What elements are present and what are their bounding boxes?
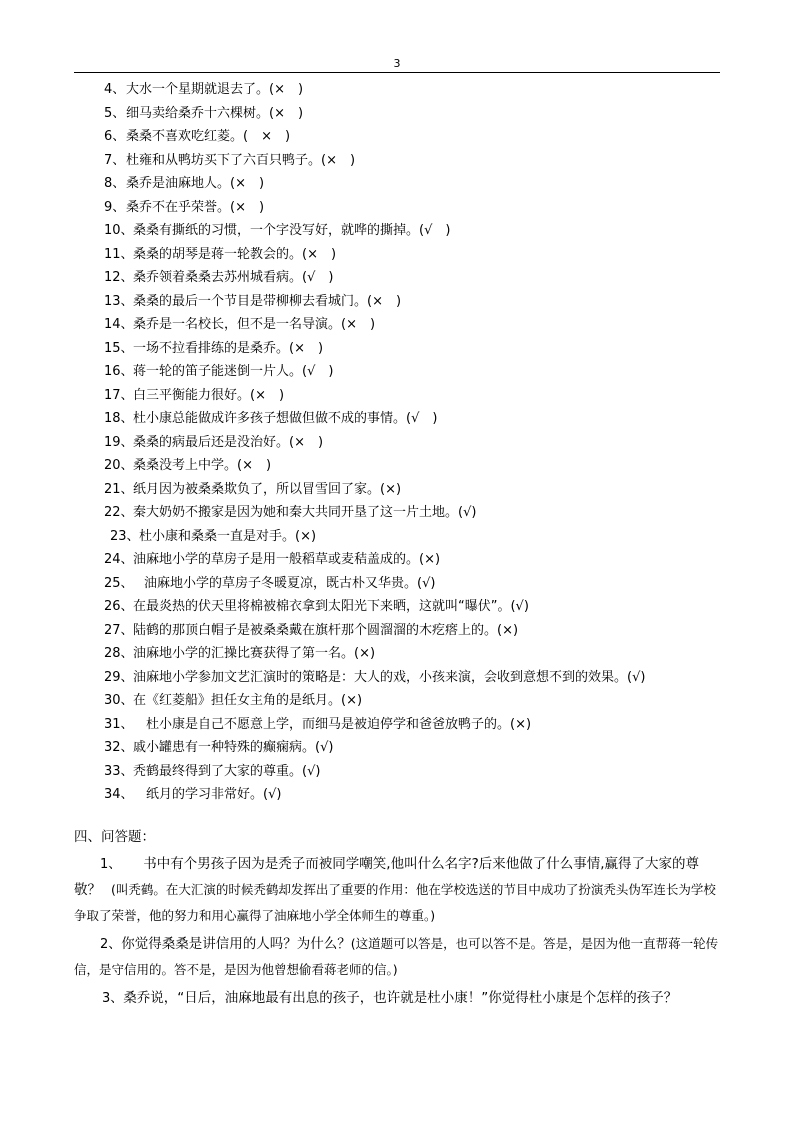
question-text: 书中有个男孩子因为是秃子而被同学嘲笑,他叫什么名字?后来他做了什么事情,赢得了大家的尊敬？: [74, 856, 700, 898]
statement-text: 杜小康和桑桑一直是对手。(×): [139, 528, 317, 544]
statement-text: 桑桑不喜欢吃红菱。( × ): [126, 129, 291, 144]
statement-item: [0, 266, 794, 290]
statement-text: 杜小康总能做成许多孩子想做但做不成的事情。(√ ): [133, 411, 438, 426]
statement-number: 9、: [104, 199, 126, 215]
statement-text: 秃鹤最终得到了大家的尊重。(√): [133, 763, 321, 779]
statement-item: [0, 196, 794, 220]
statement-item: [0, 548, 794, 572]
statement-text: 戚小罐患有一种特殊的癫痫病。(√): [133, 740, 334, 755]
statement-number: 12、: [104, 270, 134, 285]
statement-text: 桑乔领着桑桑去苏州城看病。(√ ): [133, 270, 334, 285]
statement-number: 32、: [104, 740, 134, 755]
statement-number: 28、: [104, 646, 134, 661]
statement-item: [0, 360, 794, 384]
statement-text: 纸月的学习非常好。(√): [146, 787, 282, 802]
statement-number: 27、: [104, 622, 134, 638]
statement-text: 油麻地小学参加文艺汇演时的策略是：大人的戏，小孩来演，会收到意想不到的效果。(√): [133, 669, 646, 685]
statement-number: 33、: [104, 763, 134, 779]
statement-item: [0, 337, 794, 361]
true-false-list: [0, 78, 794, 807]
statement-item: [0, 736, 794, 760]
section-title: 四、问答题：: [74, 829, 155, 845]
statement-item: [0, 78, 794, 102]
statement-item: [0, 384, 794, 408]
statement-number: 17、: [104, 387, 134, 403]
statement-number: 23、: [110, 528, 140, 544]
statement-text: 蒋一轮的笛子能迷倒一片人。(√ ): [133, 364, 334, 379]
question-text: 桑乔说，“日后，油麻地最有出息的孩子，也许就是杜小康！”你觉得杜小康是个怎样的孩子？: [123, 990, 678, 1006]
question-number: 1、: [100, 857, 122, 872]
statement-number: 16、: [104, 364, 134, 379]
statement-item: [0, 783, 794, 807]
statement-text: 陆鹤的那顶白帽子是被桑桑戴在旗杆那个圆溜溜的木疙瘩上的。(×): [133, 622, 519, 638]
statement-number: 29、: [104, 669, 134, 685]
statement-text: 桑桑没考上中学。(× ): [133, 458, 272, 473]
page-number: 3: [393, 57, 401, 70]
statement-item: [0, 149, 794, 173]
statement-text: 油麻地小学的汇操比赛获得了第一名。(×): [133, 646, 376, 661]
statement-text: 桑桑的胡琴是蒋一轮教会的。(× ): [133, 246, 337, 262]
question-2: [74, 931, 724, 983]
question-number: 3、: [102, 991, 124, 1006]
statement-number: 20、: [104, 458, 134, 473]
statement-number: 30、: [104, 693, 134, 708]
statement-number: 8、: [104, 176, 126, 191]
statement-number: 11、: [104, 246, 134, 262]
statement-item: [0, 290, 794, 314]
statement-item: [0, 102, 794, 126]
statement-item: [0, 689, 794, 713]
statement-number: 34、: [104, 787, 134, 802]
statement-number: 15、: [104, 340, 134, 356]
statement-item: [0, 525, 794, 549]
statement-item: [0, 454, 794, 478]
statement-item: [0, 760, 794, 784]
statement-number: 5、: [104, 105, 126, 121]
statement-number: 25、: [104, 575, 134, 591]
statement-number: 7、: [104, 152, 126, 168]
statement-text: 杜雍和从鸭坊买下了六百只鸭子。(× ): [126, 152, 356, 168]
statement-item: [0, 713, 794, 737]
statement-text: 一场不拉看排练的是桑乔。(× ): [133, 340, 324, 356]
statement-text: 纸月因为被桑桑欺负了，所以冒雪回了家。(×): [133, 481, 402, 497]
statement-item: [0, 478, 794, 502]
statement-text: 在最炎热的伏天里将棉被棉衣拿到太阳光下来晒，这就叫“曝伏”。(√): [133, 599, 529, 614]
answer-text: (这道题可以答是，也可以答不是。答是，是因为他一直帮蒋一轮传信，是守信用的。答不是，是因为他曾想偷看蒋老师的信。): [74, 936, 719, 977]
statement-text: 桑乔是一名校长，但不是一名导演。(× ): [133, 317, 376, 332]
statement-text: 桑乔是油麻地人。(× ): [126, 176, 265, 191]
header-rule: [74, 72, 720, 73]
statement-item: [0, 431, 794, 455]
statement-number: 18、: [104, 411, 134, 426]
statement-item: [0, 501, 794, 525]
statement-text: 在《红菱船》担任女主角的是纸月。(×): [133, 693, 363, 708]
question-3: [74, 986, 724, 1011]
statement-number: 24、: [104, 552, 134, 567]
statement-item: [0, 125, 794, 149]
statement-number: 21、: [104, 481, 134, 497]
statement-item: [0, 219, 794, 243]
statement-text: 桑桑有撕纸的习惯，一个字没写好，就哗的撕掉。(√ ): [133, 223, 451, 238]
statement-item: [0, 572, 794, 596]
statement-item: [0, 666, 794, 690]
question-text: 你觉得桑桑是讲信用的人吗？为什么？: [121, 936, 351, 952]
answer-text: (叫秃鹤。在大汇演的时候秃鹤却发挥出了重要的作用：他在学校选送的节目中成功了扮演秃头伪军连长为学校争取了荣誉，他的努力和用心赢得了油麻地小学全体师生的尊重。): [74, 882, 716, 923]
statement-item: [0, 243, 794, 267]
statement-number: 6、: [104, 129, 126, 144]
statement-text: 杜小康是自己不愿意上学，而细马是被迫停学和爸爸放鸭子的。(×): [146, 716, 532, 732]
statement-text: 油麻地小学的草房子是用一般稻草或麦秸盖成的。(×): [133, 552, 441, 567]
statement-text: 秦大奶奶不搬家是因为她和秦大共同开垦了这一片土地。(√): [133, 505, 477, 520]
statement-item: [0, 619, 794, 643]
statement-number: 4、: [104, 82, 126, 97]
statement-item: [0, 595, 794, 619]
statement-number: 26、: [104, 599, 134, 614]
statement-text: 油麻地小学的草房子冬暖夏凉，既古朴又华贵。(√): [144, 575, 436, 591]
statement-number: 13、: [104, 293, 134, 309]
statement-number: 31、: [104, 716, 134, 732]
statement-item: [0, 407, 794, 431]
statement-number: 22、: [104, 505, 134, 520]
statement-item: [0, 172, 794, 196]
question-number: 2、: [100, 937, 122, 952]
statement-item: [0, 313, 794, 337]
question-1: [74, 852, 724, 929]
statement-item: [0, 642, 794, 666]
statement-number: 14、: [104, 317, 134, 332]
statement-text: 细马卖给桑乔十六棵树。(× ): [126, 105, 304, 121]
statement-text: 桑乔不在乎荣誉。(× ): [126, 199, 265, 215]
statement-text: 桑桑的最后一个节目是带柳柳去看城门。(× ): [133, 293, 402, 309]
statement-number: 19、: [104, 434, 134, 450]
statement-number: 10、: [104, 223, 134, 238]
statement-text: 桑桑的病最后还是没治好。(× ): [133, 434, 324, 450]
statement-text: 白三平衡能力很好。(× ): [133, 387, 285, 403]
statement-text: 大水一个星期就退去了。(× ): [126, 82, 304, 97]
